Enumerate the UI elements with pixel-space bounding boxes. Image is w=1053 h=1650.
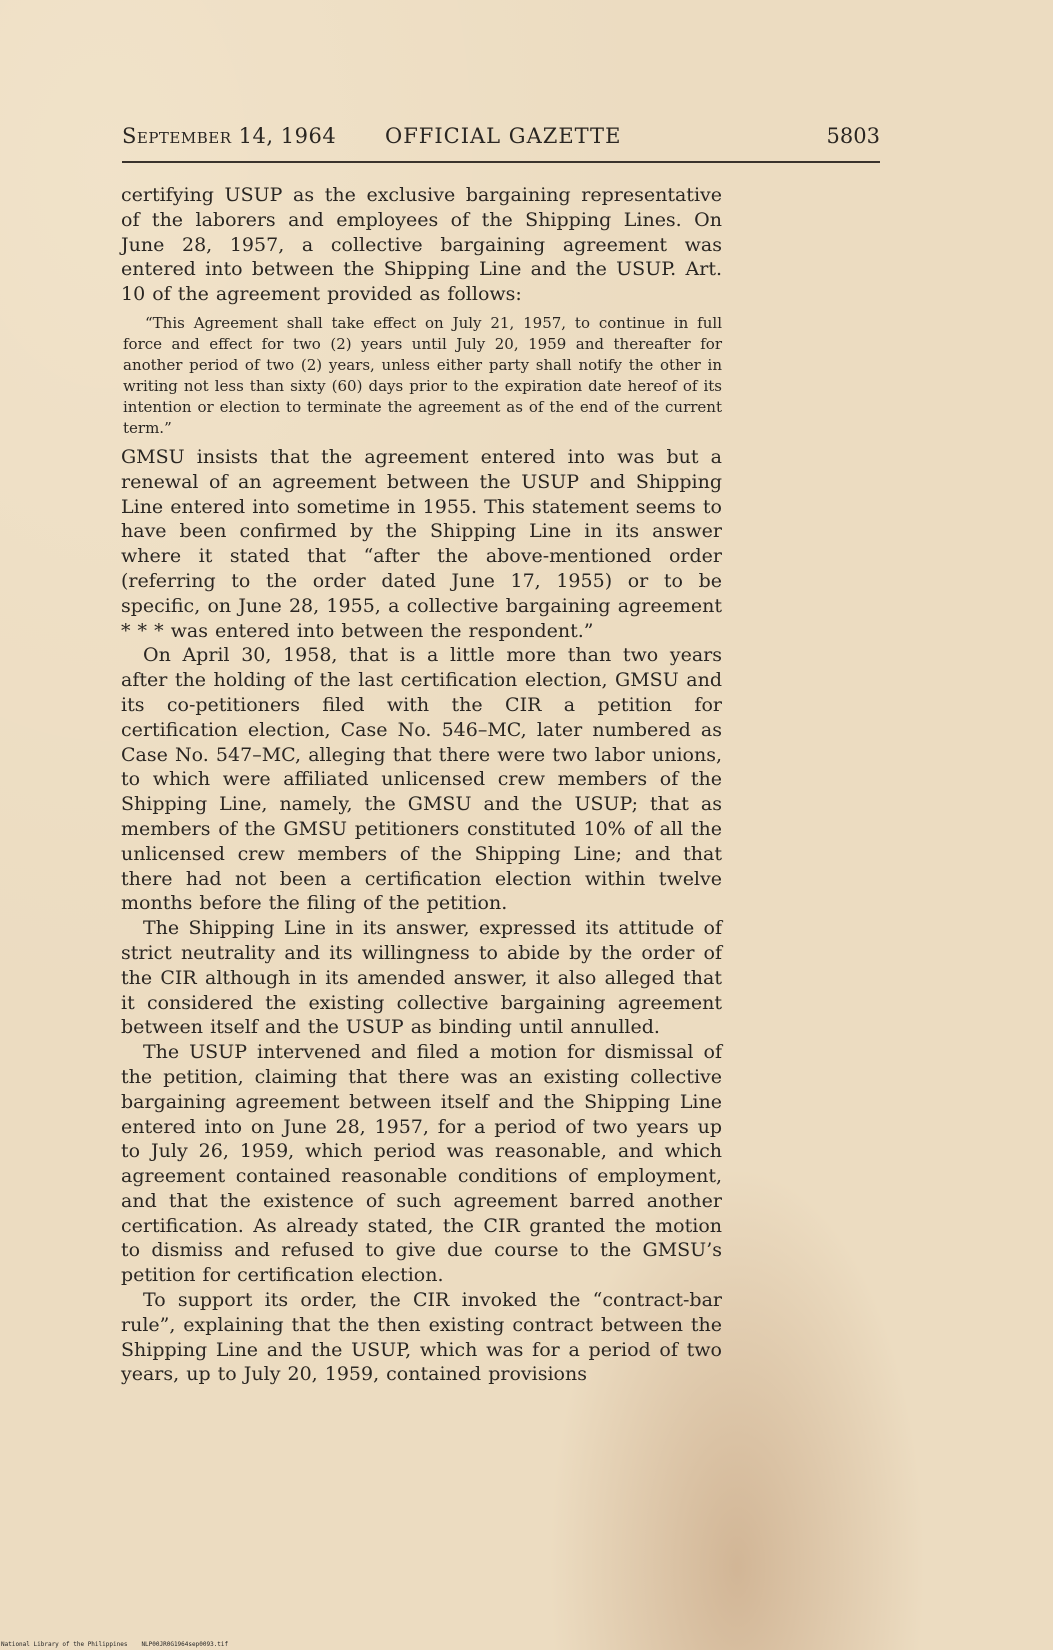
paragraph-1: certifying USUP as the exclusive bargaining representative of the laborers and employees of the Shipping Lines. On June 28, 1957, a collective bargaining agreement was entered into between the Shipping Line and the USUP. Art. 10 of the agreement provided as follows: — [121, 184, 722, 306]
page-body — [121, 183, 722, 1387]
header-title: OFFICIAL GAZETTE — [385, 124, 622, 148]
paragraph-5: The USUP intervened and filed a motion for dismissal of the petition, claiming that there was an existing collective bargaining agreement between itself and the Shipping Line entered into on June 28, 1957, for a period of two years up to July 26, 1959, which period was reasonable, and which agreement contained reasonable conditions of employment, and that the existence of such agreement barred another certification. As already stated, the CIR granted the motion to dismiss and refused to give due course to the GMSU’s petition for certification election. — [121, 1041, 722, 1287]
footer-file: NLP00JR0G1964sep0093.tif — [141, 1641, 229, 1648]
quote-text: “This Agreement shall take effect on July 21, 1957, to continue in full force and effect for two (2) years until July 20, 1959 and thereafter for another period of two (2) years, unless either party shall notify the other in writing not less than sixty (60) days prior to the expiration date hereof of its intention or election to terminate the agreement as of the end of the current term.” — [123, 313, 722, 437]
page-number: 5803 — [826, 124, 880, 148]
quoted-agreement — [121, 313, 722, 439]
header-date: September 14, 1964 — [122, 124, 337, 148]
running-header — [122, 124, 880, 158]
paragraph-3: On April 30, 1958, that is a little more than two years after the holding of the last certification election, GMSU and its co-petitioners filed with the CIR a petition for certification election, Case No. 546–MC, later numbered as Case No. 547–MC, alleging that there were two labor unions, to which were affiliated unlicensed crew members of the Shipping Line, namely, the GMSU and the USUP; that as members of the GMSU petitioners constituted 10% of all the unlicensed crew members of the Shipping Line; and that there had not been a certification election within twelve months before the filing of the petition. — [121, 644, 722, 915]
paragraph-4: The Shipping Line in its answer, expressed its attitude of strict neutrality and its willingness to abide by the order of the CIR although in its amended answer, it also alleged that it considered the existing collective bargaining agreement between itself and the USUP as binding until annulled. — [121, 917, 722, 1039]
paragraph-2: GMSU insists that the agreement entered into was but a renewal of an agreement between the USUP and Shipping Line entered into sometime in 1955. This statement seems to have been confirmed by the Shipping Line in its answer where it stated that “after the above-mentioned order (referring to the order dated June 17, 1955) or to be specific, on June 28, 1955, a collective bargaining agreement * * * was entered into between the respondent.” — [121, 445, 722, 642]
footer-library: National Library of the Philippines — [1, 1641, 128, 1648]
header-rule — [122, 161, 880, 163]
paragraph-6: To support its order, the CIR invoked the “contract-bar rule”, explaining that the then existing contract between the Shipping Line and the USUP, which was for a period of two years, up to July 20, 1959, contained provisions — [121, 1289, 722, 1386]
scan-footer — [1, 1641, 242, 1648]
